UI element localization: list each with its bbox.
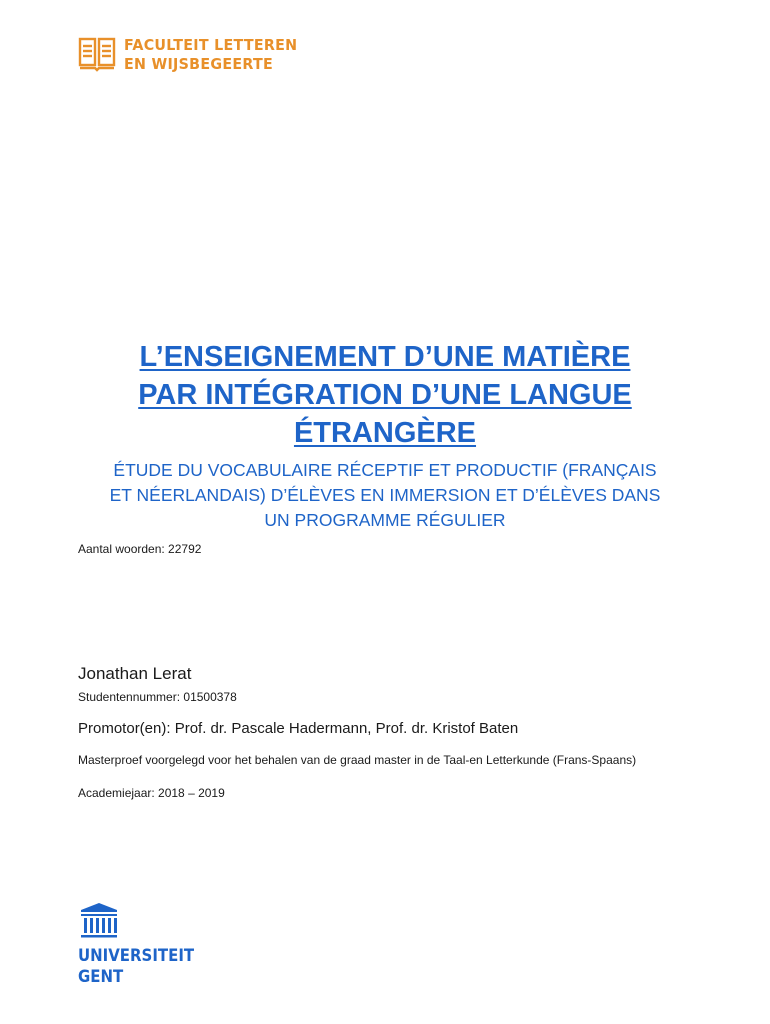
university-logo bbox=[78, 902, 210, 988]
promotors: Promotor(en): Prof. dr. Pascale Hadermann, Prof. dr. Kristof Baten bbox=[78, 720, 519, 737]
open-book-icon bbox=[78, 36, 116, 72]
thesis-title-line2: PAR INTÉGRATION D’UNE LANGUE bbox=[138, 379, 632, 411]
thesis-subtitle-line1: ÉTUDE DU VOCABULAIRE RÉCEPTIF ET PRODUCTIF (FRANÇAIS bbox=[113, 460, 657, 480]
faculty-name-line1: FACULTEIT LETTEREN bbox=[124, 36, 298, 54]
thesis-subtitle-line2: ET NÉERLANDAIS) D’ÉLÈVES EN IMMERSION ET D’ÉLÈVES DANS bbox=[109, 485, 661, 505]
thesis-title bbox=[0, 338, 770, 452]
student-number: Studentennummer: 01500378 bbox=[78, 690, 237, 704]
university-name-line1: UNIVERSITEIT bbox=[78, 946, 195, 966]
word-count: Aantal woorden: 22792 bbox=[78, 542, 202, 556]
university-building-icon bbox=[78, 902, 120, 940]
thesis-subtitle bbox=[0, 458, 770, 533]
author-name: Jonathan Lerat bbox=[78, 664, 192, 683]
thesis-title-line1: L’ENSEIGNEMENT D’UNE MATIÈRE bbox=[139, 341, 631, 373]
academic-year: Academiejaar: 2018 – 2019 bbox=[78, 786, 225, 800]
university-name-line2: GENT bbox=[78, 967, 124, 987]
university-name bbox=[78, 946, 194, 988]
thesis-title-line3: ÉTRANGÈRE bbox=[293, 417, 477, 449]
masterproef-statement: Masterproef voorgelegd voor het behalen van de graad master in de Taal-en Letterkunde (Frans-Spaans) bbox=[78, 753, 637, 767]
faculty-name bbox=[124, 36, 297, 74]
faculty-logo bbox=[78, 36, 312, 74]
thesis-subtitle-line3: UN PROGRAMME RÉGULIER bbox=[264, 510, 506, 530]
faculty-name-line2: EN WIJSBEGEERTE bbox=[124, 55, 273, 73]
title-block bbox=[0, 338, 770, 533]
